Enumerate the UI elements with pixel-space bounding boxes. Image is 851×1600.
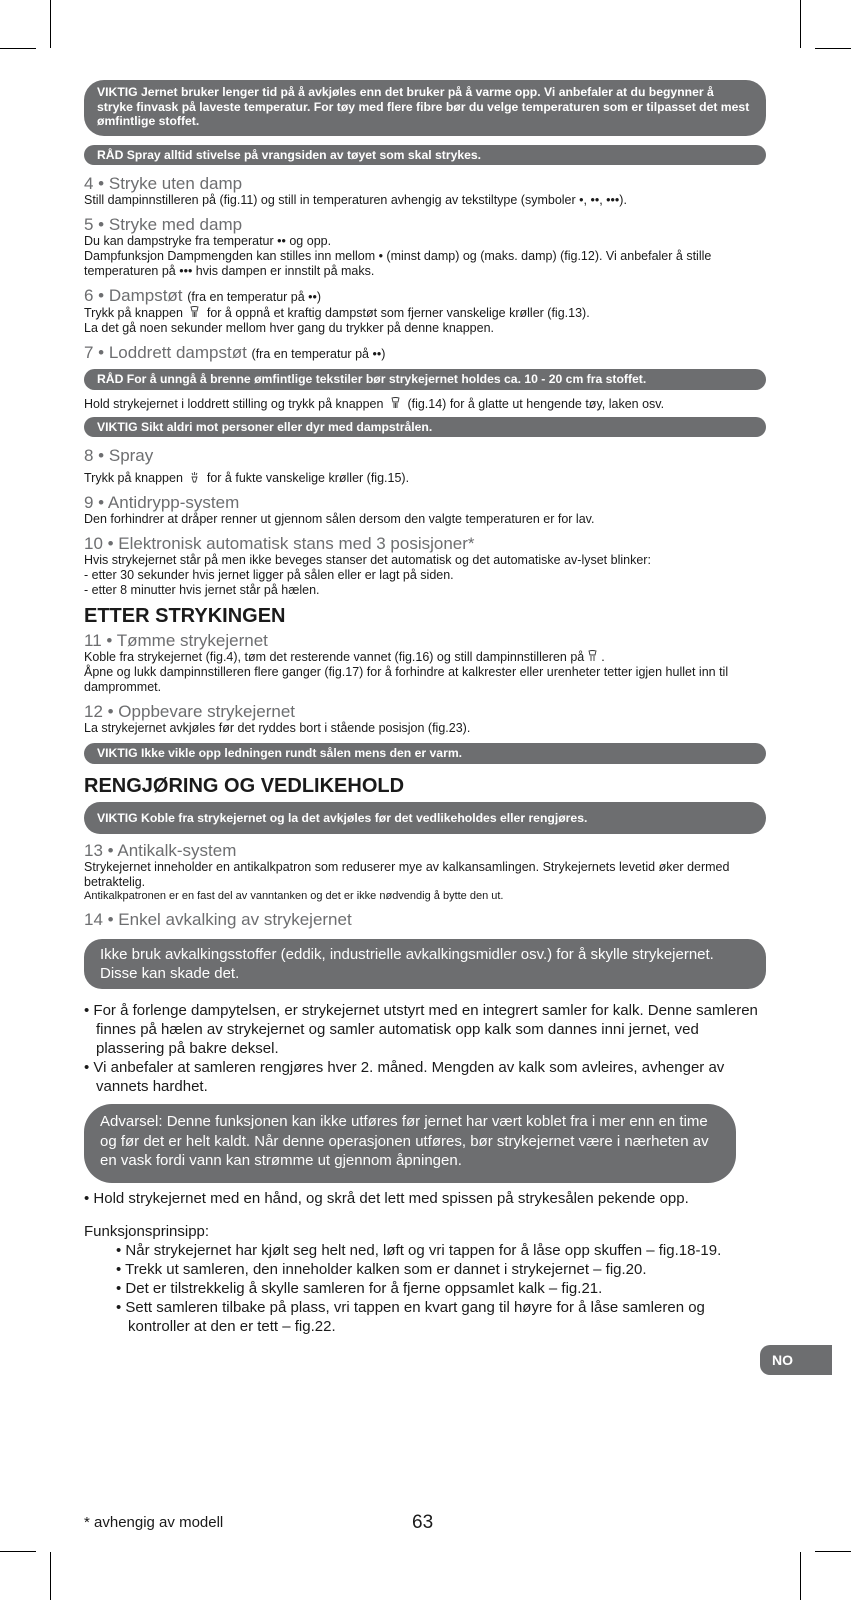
crop-mark — [815, 1551, 851, 1552]
note-warning: Ikke bruk avkalkingsstoffer (eddik, industrielle avkalkingsmidler osv.) for å skylle strykejernet. Disse kan skade det. — [84, 939, 766, 989]
section-subtitle: (fra en temperatur på ••) — [251, 347, 386, 361]
crop-mark — [50, 0, 51, 48]
section-text — [84, 306, 766, 321]
section-text: Dampfunksjon Dampmengden kan stilles inn mellom • (minst damp) og (maks. damp) (fig.12). Vi anbefaler å stille temperaturen på ••• hvis dampen er innstilt på maks. — [84, 249, 712, 278]
section-title: 13 • Antikalk-system — [84, 841, 237, 860]
section-title-text: 7 • Loddrett dampstøt — [84, 343, 247, 362]
section-title: 12 • Oppbevare strykejernet — [84, 702, 296, 721]
page-number: 63 — [412, 1512, 434, 1533]
text-part: for å oppnå et kraftig dampstøt som fjerner vanskelige krøller (fig.13). — [206, 306, 590, 320]
steam-burst-icon — [189, 306, 200, 318]
text-part: Trykk på knappen — [84, 471, 183, 485]
section-text: Strykejernet inneholder en antikalkpatron som reduserer mye av kalkansamlingen. Strykejernets levetid øker dermed betraktelig. — [84, 860, 730, 889]
text-part: for å fukte vanskelige krøller (fig.15). — [206, 471, 410, 485]
section-text: Den forhindrer at dråper renner ut gjennom sålen dersom den valgte temperaturen er for lav. — [84, 512, 595, 526]
section-title — [84, 287, 766, 306]
crop-mark — [50, 1552, 51, 1600]
list-item: • Når strykejernet har kjølt seg helt ned, løft og vri tappen for å låse opp skuffen – fig.18-19. — [116, 1241, 722, 1259]
text-part: Hold strykejernet i loddrett stilling og trykk på knappen — [84, 396, 384, 411]
section-title: 5 • Stryke med damp — [84, 215, 243, 234]
text-part: Trykk på knappen — [84, 306, 183, 320]
section-title: 10 • Elektronisk automatisk stans med 3 posisjoner* — [84, 534, 475, 553]
crop-mark — [815, 48, 851, 49]
crop-mark — [800, 1552, 801, 1600]
list-item: • Sett samleren tilbake på plass, vri tappen en kvart gang til høyre for å låse samleren og kontroller at den er tett – fig.22. — [116, 1298, 705, 1335]
section-text — [84, 397, 766, 412]
section-text: Åpne og lukk dampinnstilleren flere ganger (fig.17) for å forhindre at kalkrester eller urenheter tetter igjen hullet inn til damprommet. — [84, 665, 729, 694]
note-viktig: VIKTIG Ikke vikle opp ledningen rundt sålen mens den er varm. — [84, 743, 766, 764]
footnote: * avhengig av modell — [84, 1514, 224, 1531]
spray-icon — [189, 471, 200, 483]
section-text: Du kan dampstryke fra temperatur •• og opp. — [84, 234, 332, 248]
section-text: Still dampinnstilleren på (fig.11) og still in temperaturen avhengig av tekstiltype (symboler •, ••, •••). — [84, 193, 627, 207]
section-title-text: 6 • Dampstøt — [84, 286, 183, 305]
section-title: 11 • Tømme strykejernet — [84, 631, 268, 650]
section-heading: RENGJØRING OG VEDLIKEHOLD — [84, 774, 405, 797]
section-heading: ETTER STRYKINGEN — [84, 605, 286, 627]
note-viktig: VIKTIG Jernet bruker lenger tid på å avkjøles enn det bruker på å varme opp. Vi anbefaler at du begynner å stryke finvask på laveste temperatur. For tøy med flere fibre bør du velge temperaturen som er tilpasset det mest ømfintlige stoffet. — [84, 80, 766, 136]
note-rad: RÅD Spray alltid stivelse på vrangsiden av tøyet som skal strykes. — [84, 145, 766, 166]
section-title: 9 • Antidrypp-system — [84, 493, 240, 512]
section-text — [84, 471, 766, 486]
section-text: La strykejernet avkjøles før det ryddes bort i stående posisjon (fig.23). — [84, 721, 471, 735]
text-part: (fig.14) for å glatte ut hengende tøy, laken osv. — [407, 396, 665, 411]
crop-mark — [0, 1551, 36, 1552]
section-title: 4 • Stryke uten damp — [84, 174, 243, 193]
note-viktig: VIKTIG Sikt aldri mot personer eller dyr med dampstrålen. — [84, 417, 766, 438]
list-item: • Trekk ut samleren, den inneholder kalken som er dannet i strykejernet – fig.20. — [116, 1260, 647, 1278]
steam-burst-icon — [390, 397, 401, 409]
section-text: Antikalkpatronen er en fast del av vanntanken og det er ikke nødvendig å bytte den ut. — [84, 890, 504, 902]
list-item: • For å forlenge dampytelsen, er strykejernet utstyrt med en integrert samler for kalk. Denne samleren finnes på hælen av strykejernet og samler automatisk opp kalk som dannes inni jernet, ved plassering på bakre deksel. — [84, 1002, 758, 1057]
section-title — [84, 344, 766, 363]
section-text — [84, 650, 766, 665]
list-item: • Det er tilstrekkelig å skylle samleren for å fjerne oppsamlet kalk – fig.21. — [116, 1279, 603, 1297]
page-content — [84, 80, 766, 1336]
steam-off-icon — [587, 650, 598, 662]
list-item: • Hold strykejernet med en hånd, og skrå det lett med spissen på strykesålen pekende opp. — [84, 1189, 689, 1207]
note-warning: Advarsel: Denne funksjonen kan ikke utføres før jernet har vært koblet fra i mer enn en time og før det er helt kaldt. Når denne operasjonen utføres, bør strykejernet være i nærheten av en vask fordi vann kan strømme ut gjennom åpningen. — [84, 1104, 736, 1183]
text-part: . — [601, 650, 605, 664]
section-text: - etter 8 minutter hvis jernet står på hælen. — [84, 583, 320, 597]
section-title: 8 • Spray — [84, 446, 154, 465]
list-item: • Vi anbefaler at samleren rengjøres hver 2. måned. Mengden av kalk som avleires, avhenger av vannets hardhet. — [84, 1059, 725, 1095]
note-viktig: VIKTIG Koble fra strykejernet og la det avkjøles før det vedlikeholdes eller rengjøres. — [84, 802, 766, 835]
crop-mark — [0, 48, 36, 49]
text-part: Koble fra strykejernet (fig.4), tøm det resterende vannet (fig.16) og still dampinnstilleren på — [84, 650, 585, 664]
section-subtitle: (fra en temperatur på ••) — [187, 290, 322, 304]
language-tab: NO — [760, 1345, 832, 1375]
section-text: Hvis strykejernet står på men ikke beveges stanser det automatisk og det automatiske av-lyset blinker: — [84, 553, 651, 567]
crop-mark — [800, 0, 801, 48]
section-title: 14 • Enkel avkalking av strykejernet — [84, 910, 352, 929]
section-text: La det gå noen sekunder mellom hver gang du trykker på denne knappen. — [84, 321, 494, 335]
section-text: - etter 30 sekunder hvis jernet ligger på sålen eller er lagt på siden. — [84, 568, 454, 582]
note-rad: RÅD For å unngå å brenne ømfintlige tekstiler bør strykejernet holdes ca. 10 - 20 cm fra stoffet. — [84, 369, 766, 390]
principle-label: Funksjonsprinsipp: — [84, 1222, 210, 1240]
